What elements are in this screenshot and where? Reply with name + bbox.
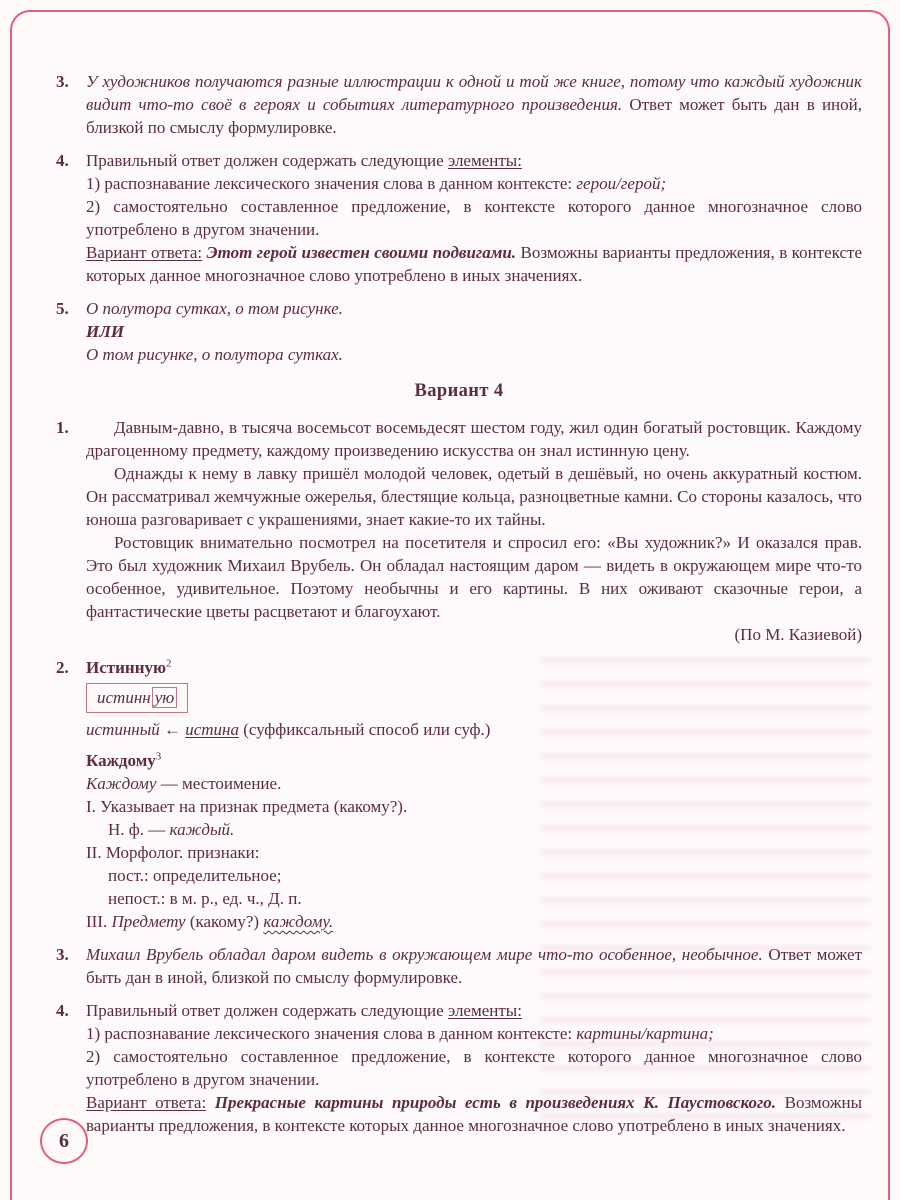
answer-body [86, 297, 862, 366]
answer-item-5 [56, 297, 862, 366]
sample-label: Вариант ответа: [86, 243, 203, 262]
text-attribution: (По М. Казиевой) [734, 625, 862, 644]
answer-body [86, 70, 862, 139]
sample-sentence: Этот герой известен своими подвигами. [206, 243, 517, 262]
lead-text: Правильный ответ должен содержать следующие [86, 1001, 444, 1020]
item-number: 3. [56, 72, 69, 91]
part-of-speech: — местоимение. [160, 774, 282, 793]
word-superscript: 2 [166, 657, 172, 670]
morphology-nonconstant: непост.: в м. р., ед. ч., Д. п. [108, 889, 302, 908]
roman-label: III. [86, 912, 108, 931]
task-item-2 [56, 656, 862, 933]
morphology-roman-2: II. Морфолог. признаки: [86, 843, 260, 862]
question: (какому?) [189, 912, 260, 931]
lead-underlined: элементы: [447, 1001, 522, 1020]
page-content [56, 70, 862, 1147]
item-number: 5. [56, 299, 69, 318]
base-word: истина [185, 720, 239, 739]
item-number: 3. [56, 945, 69, 964]
answer-point-1 [86, 172, 862, 195]
answer-point-1 [86, 1022, 862, 1045]
item-number: 1. [56, 418, 69, 437]
item-number: 2. [56, 658, 69, 677]
text-paragraph-1: Давным-давно, в тысяча восемьсот восемьдесят шестом году, жил один богатый ростовщик. Каждому драгоценному предмету, каждому произведению искусства он знал истинную цену. [86, 418, 862, 460]
answer-body [86, 943, 862, 989]
morpheme-analysis [86, 679, 862, 718]
answer-lead-line [86, 149, 862, 172]
page-number: 6 [59, 1129, 69, 1152]
point-text: 1) распознавание лексического значения слова в данном контексте: [86, 174, 573, 193]
item-number: 4. [56, 151, 69, 170]
sample-sentence: Прекрасные картины природы есть в произведениях К. Паустовского. [214, 1093, 777, 1112]
derivation-arrow-icon: ← [163, 720, 181, 739]
morphology-definition [86, 772, 862, 795]
answer-item-4 [56, 149, 862, 287]
morphology-roman-3 [86, 910, 862, 933]
analyzed-word: Каждому [86, 774, 157, 793]
word-bold: Истинную [86, 658, 166, 677]
point-text: 1) распознавание лексического значения слова в данном контексте: [86, 1024, 573, 1043]
task-text [86, 416, 862, 646]
item-number: 4. [56, 1001, 69, 1020]
nf-word: каждый. [169, 820, 235, 839]
answer-sample [86, 1091, 862, 1137]
text-paragraph-2: Однажды к нему в лавку пришёл молодой человек, одетый в дешёвый, но очень аккуратный костюм. Он рассматривал жемчужные ожерелья, блестящие кольца, разноцветные камни. Со стороны казалось, что юноша разговаривает с украшениями, знает какие-то их тайны. [86, 464, 862, 529]
word-stem: истинн [97, 688, 151, 707]
derived-word: истинный [86, 720, 160, 739]
point-term: картины/картина; [576, 1024, 714, 1043]
answer-italic-text: У художников получаются разные иллюстрации к одной и той же книге, потому что каждый художник видит что-то своё в героях и событиях литературного произведения. [86, 72, 862, 114]
answer-item-3 [56, 70, 862, 139]
sample-note: Возможны варианты предложения, в контексте которых данное многозначное слово употреблено в иных значениях. [86, 1093, 863, 1135]
variant-heading: Вариант 4 [414, 381, 504, 401]
answer-point-2: 2) самостоятельно составленное предложение, в контексте которого данное многозначное слово употреблено в другом значении. [86, 1047, 862, 1089]
analysis-word-2 [86, 749, 862, 772]
task-item-3 [56, 943, 862, 989]
sample-label: Вариант ответа: [86, 1093, 207, 1112]
text-paragraph-3: Ростовщик внимательно посмотрел на посетителя и спросил его: «Вы художник?» И оказался прав. Это был художник Михаил Врубель. Он обладал настоящим даром — видеть в окружающем мире что-то особенное, удивительное. Поэтому необычны и его картины. В них оживают сказочные герои, а фантастические цветы расцветают и благоухают. [86, 533, 862, 621]
answer-sample [86, 241, 862, 287]
governing-word: Предмету [111, 912, 186, 931]
syntax-role-word: каждому. [263, 912, 334, 931]
lead-underlined: элементы: [447, 151, 522, 170]
answer-body [86, 149, 862, 287]
page-number-badge [40, 1118, 88, 1164]
word-ending-box: ую [152, 687, 178, 708]
task-item-1 [56, 416, 862, 646]
analysis-body [86, 656, 862, 933]
answer-italic-text: Михаил Врубель обладал даром видеть в окружающем мире что-то особенное, необычное. [86, 945, 763, 964]
answer-line-1: О полутора сутках, о том рисунке. [86, 299, 343, 318]
sample-note: Возможны варианты предложения, в контексте которых данное многозначное слово употреблено в иных значениях. [86, 243, 862, 285]
answer-point-2: 2) самостоятельно составленное предложение, в контексте которого данное многозначное слово употреблено в другом значении. [86, 197, 862, 239]
spacer [86, 741, 862, 749]
nf-label: Н. ф. — [108, 820, 166, 839]
answer-line-2: О том рисунке, о полутора сутках. [86, 345, 343, 364]
task-item-4 [56, 999, 862, 1137]
derivation-note: (суффиксальный способ или суф.) [243, 720, 491, 739]
lead-text: Правильный ответ должен содержать следующие [86, 151, 444, 170]
answer-body [86, 999, 862, 1137]
point-term: герои/герой; [576, 174, 667, 193]
word-in-frame [86, 683, 188, 713]
morphology-constant: пост.: определительное; [108, 866, 282, 885]
answer-note: Ответ может быть дан в иной, близкой по смыслу формулировке. [86, 95, 863, 137]
word-superscript: 3 [155, 750, 162, 763]
morphology-initial-form [86, 818, 862, 841]
analysis-word-1 [86, 656, 862, 679]
morphology-roman-1: I. Указывает на признак предмета (какому?). [86, 797, 408, 816]
answer-lead-line [86, 999, 862, 1022]
answer-line-or: ИЛИ [86, 322, 125, 341]
word-bold: Каждому [86, 751, 156, 770]
derivation-line [86, 718, 862, 741]
answer-note: Ответ может быть дан в иной, близкой по смыслу формулировке. [86, 945, 863, 987]
